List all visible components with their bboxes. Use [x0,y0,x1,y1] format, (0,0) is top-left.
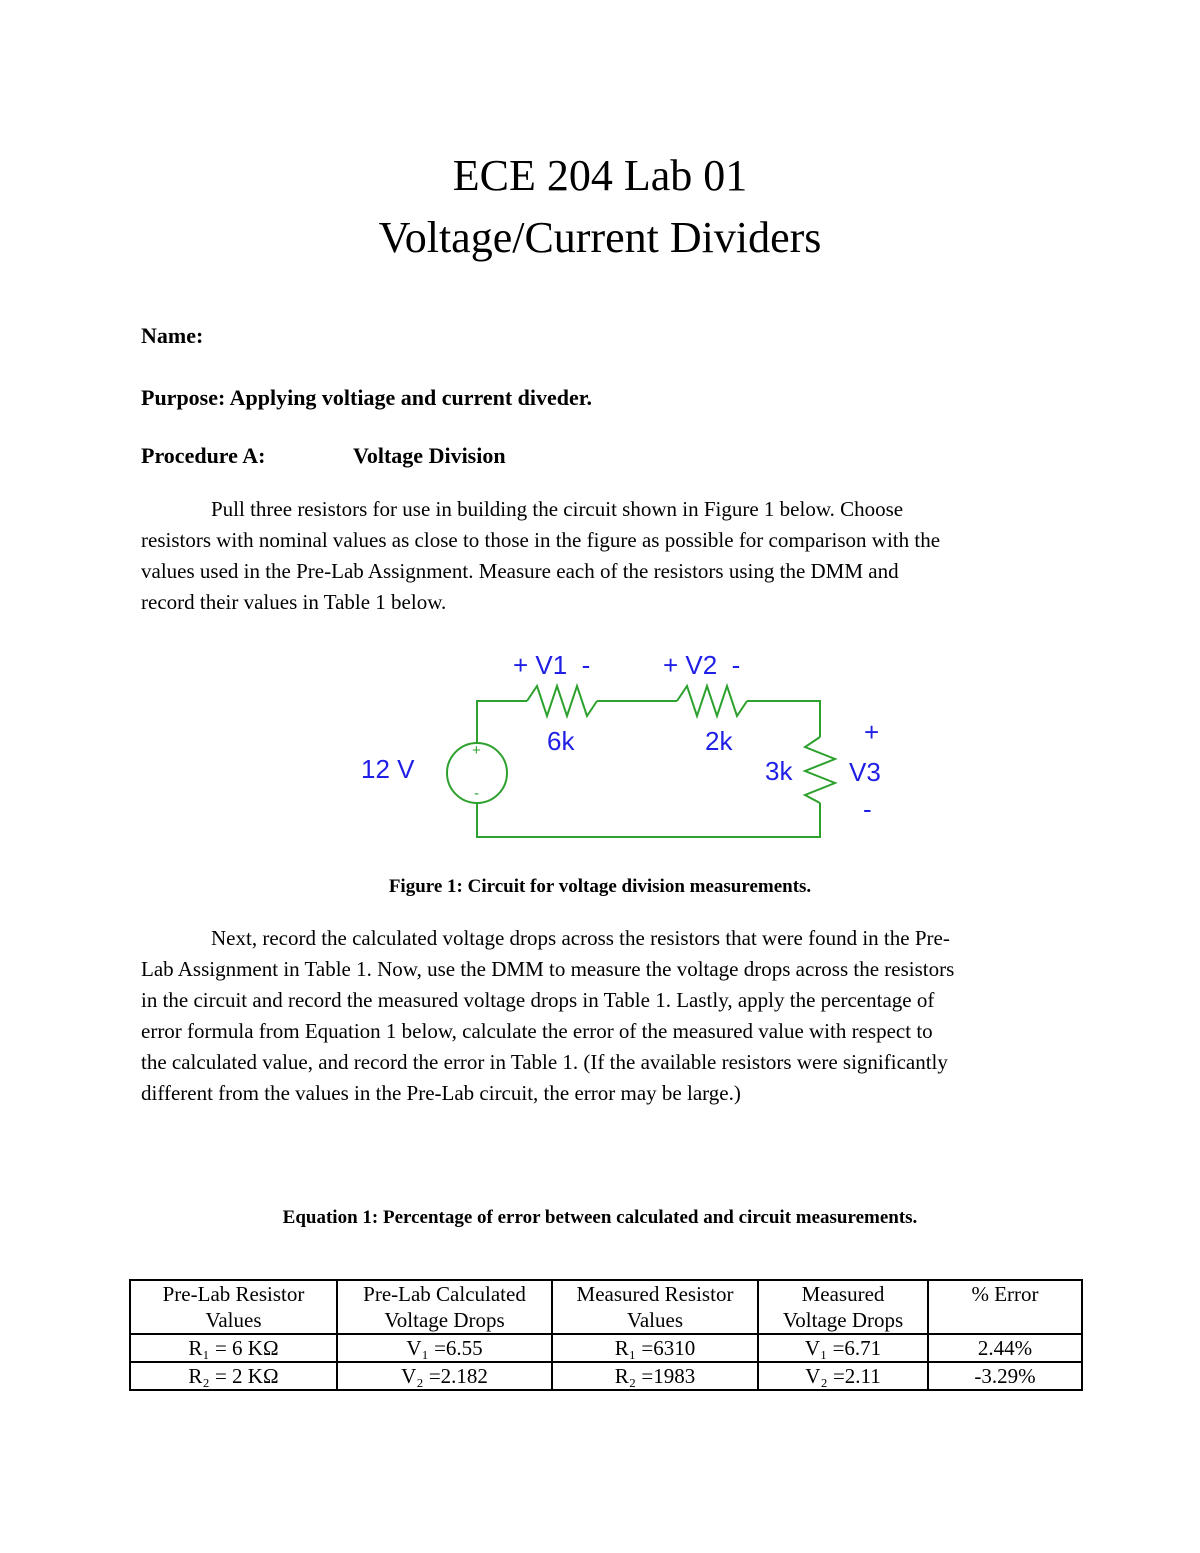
header-text: Pre-Lab Calculated [363,1282,526,1306]
wire-top-left [477,701,527,743]
header-text: Pre-Lab Resistor [162,1282,305,1306]
paragraph-line: Lab Assignment in Table 1. Now, use the DMM to measure the voltage drops across the resistors [141,957,955,981]
source-voltage-label: 12 V [361,754,415,784]
table-header-cell [928,1280,1082,1334]
r2-value-label: 2k [705,726,733,756]
v1-label: + V1 - [513,650,591,680]
table-row [130,1362,1082,1390]
resistor-r1-symbol [527,686,597,716]
source-plus-sign: + [472,742,481,759]
v3-plus-label: + [864,717,880,747]
header-text: % Error [971,1282,1039,1306]
table-header-row [130,1280,1082,1334]
table-cell: R₂ =1983 [552,1362,758,1390]
table-cell: V₂ =2.182 [337,1362,552,1390]
voltage-divider-circuit [355,640,915,850]
header-text: Voltage Drops [782,1308,904,1332]
document-title: ECE 204 Lab 01 [452,151,748,200]
procedure-label: Procedure A: [141,443,266,468]
table-header-cell [130,1280,337,1334]
header-text: Values [627,1308,683,1332]
name-label: Name: [141,323,204,348]
resistor-r3-symbol [805,737,835,803]
table-cell: 2.44% [928,1334,1082,1362]
procedure-title: Voltage Division [353,443,506,468]
measurement-table [129,1279,1083,1391]
instruction-paragraph-1 [141,494,1061,618]
instruction-paragraph-2 [141,923,1061,1109]
v3-label: V3 [849,757,881,787]
wire-right-bottom [477,803,820,837]
r1-value-label: 6k [547,726,575,756]
header-text: Voltage Drops [384,1308,505,1332]
table-header-cell [337,1280,552,1334]
table-header-cell [552,1280,758,1334]
purpose-statement: Purpose: Applying voltiage and current diveder. [141,385,593,410]
paragraph-line: in the circuit and record the measured voltage drops in Table 1. Lastly, apply the percentage of [141,988,935,1012]
equation-caption: Equation 1: Percentage of error between calculated and circuit measurements. [282,1207,918,1228]
paragraph-line: different from the values in the Pre-Lab circuit, the error may be large.) [141,1081,741,1105]
table-cell: R₁ = 6 KΩ [130,1334,337,1362]
table-cell: R₁ =6310 [552,1334,758,1362]
table-cell: V₂ =2.11 [758,1362,928,1390]
table-header-cell [758,1280,928,1334]
table-cell: -3.29% [928,1362,1082,1390]
table-cell: R₂ = 2 KΩ [130,1362,337,1390]
table-row [130,1334,1082,1362]
paragraph-line: record their values in Table 1 below. [141,590,447,614]
paragraph-line: Next, record the calculated voltage drops across the resistors that were found in the Pre- [211,926,950,950]
paragraph-line: the calculated value, and record the error in Table 1. (If the available resistors were significantly [141,1050,948,1074]
v3-minus-label: - [863,794,872,824]
paragraph-line: error formula from Equation 1 below, calculate the error of the measured value with respect to [141,1019,933,1043]
v2-label: + V2 - [663,650,741,680]
wire-top-right [747,701,820,737]
document-subtitle: Voltage/Current Dividers [378,213,822,262]
r3-value-label: 3k [765,756,793,786]
procedure-heading [141,442,506,470]
figure-caption: Figure 1: Circuit for voltage division measurements. [388,876,812,897]
table-cell: V₁ =6.71 [758,1334,928,1362]
table-cell: V₁ =6.55 [337,1334,552,1362]
paragraph-line: Pull three resistors for use in building the circuit shown in Figure 1 below. Choose [211,497,904,521]
paragraph-line: resistors with nominal values as close to those in the figure as possible for comparison with the [141,528,941,552]
header-text: Measured Resistor [576,1282,734,1306]
header-text: Measured [801,1282,885,1306]
source-minus-sign: - [474,785,479,802]
header-text: Values [205,1308,262,1332]
resistor-r2-symbol [677,686,747,716]
paragraph-line: values used in the Pre-Lab Assignment. Measure each of the resistors using the DMM and [141,559,899,583]
